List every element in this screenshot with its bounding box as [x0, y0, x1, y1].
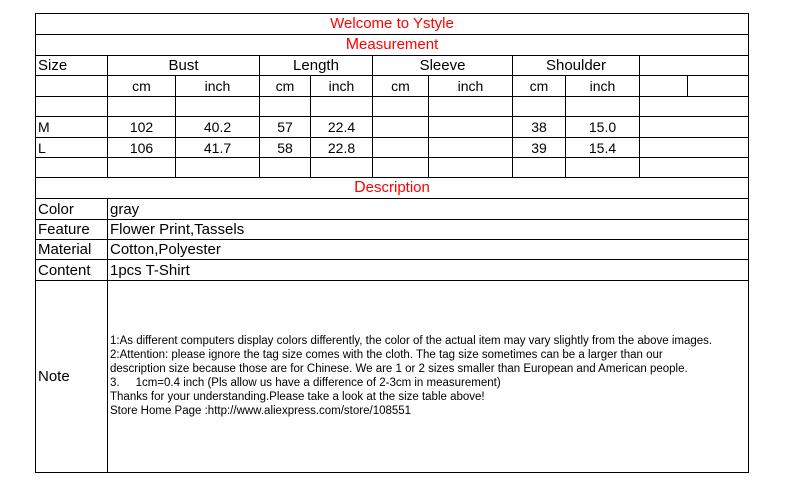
material-label: Material — [38, 241, 92, 258]
grid-line — [107, 198, 108, 473]
size-m-bust-inch: 40.2 — [203, 119, 232, 135]
bust-inch-unit: inch — [204, 78, 231, 94]
grid-line — [35, 239, 749, 240]
grid-line — [35, 157, 749, 158]
size-m-length-inch: 22.4 — [327, 119, 356, 135]
grid-line — [372, 55, 373, 178]
measurement-heading-rest: easurement — [359, 36, 439, 53]
shoulder-cm-unit: cm — [529, 78, 549, 94]
grid-line — [639, 55, 640, 178]
grid-line — [35, 472, 749, 473]
length-column-header: Length — [293, 57, 339, 74]
sleeve-column-header: Sleeve — [419, 57, 466, 74]
note-line: 2:Attention: please ignore the tag size comes with the cloth. The tag size sometimes can be a larger than our — [110, 349, 663, 361]
content-label: Content — [38, 262, 91, 279]
feature-value: Flower Print,Tassels — [110, 221, 245, 238]
sleeve-cm-unit: cm — [391, 78, 410, 94]
size-l-label: L — [38, 140, 46, 156]
grid-line — [259, 55, 260, 178]
size-m-bust-cm: 102 — [129, 119, 154, 135]
grid-line — [35, 116, 749, 117]
feature-label: Feature — [38, 221, 90, 238]
grid-line — [35, 96, 749, 97]
note-line: 3. 1cm=0.4 inch (Pls allow us have a difference of 2-3cm in measurement) — [110, 377, 501, 389]
size-column-header: Size — [38, 57, 68, 74]
note-line: Store Home Page :http://www.aliexpress.com/store/108551 — [110, 405, 412, 417]
note-label: Note — [38, 368, 70, 385]
note-text — [110, 334, 750, 418]
grid-line — [35, 75, 749, 76]
description-heading — [36, 180, 748, 196]
material-value: Cotton,Polyester — [110, 241, 221, 258]
bust-column-header: Bust — [168, 57, 199, 74]
grid-line — [35, 13, 749, 14]
measurement-heading — [36, 37, 748, 53]
grid-line — [35, 198, 749, 199]
grid-line — [35, 55, 749, 56]
bust-cm-unit: cm — [132, 78, 151, 94]
size-m-label: M — [38, 119, 50, 135]
grid-line — [35, 219, 749, 220]
size-m-length-cm: 57 — [277, 119, 293, 135]
note-line: Thanks for your understanding.Please take a look at the size table above! — [110, 391, 485, 403]
grid-line — [35, 34, 749, 35]
size-l-length-cm: 58 — [277, 140, 293, 156]
shoulder-inch-unit: inch — [589, 78, 616, 94]
size-m-shoulder-cm: 38 — [531, 119, 547, 135]
size-l-bust-cm: 106 — [129, 140, 154, 156]
grid-line — [35, 259, 749, 260]
length-cm-unit: cm — [275, 78, 295, 94]
size-m-shoulder-inch: 15.0 — [588, 119, 617, 135]
length-inch-unit: inch — [328, 78, 355, 94]
page-title: Welcome to Ystyle — [330, 15, 454, 32]
size-l-shoulder-cm: 39 — [531, 140, 547, 156]
color-label: Color — [38, 201, 74, 218]
grid-line — [35, 280, 749, 281]
shoulder-column-header: Shoulder — [545, 57, 607, 74]
size-l-shoulder-inch: 15.4 — [588, 140, 617, 156]
measurement-heading-initial: M — [345, 36, 360, 53]
size-l-length-inch: 22.8 — [327, 140, 356, 156]
grid-line — [512, 55, 513, 178]
description-heading-rest: escription — [365, 179, 430, 196]
color-value: gray — [110, 201, 140, 218]
size-l-bust-inch: 41.7 — [203, 140, 232, 156]
grid-line — [107, 55, 108, 178]
grid-line — [35, 177, 749, 178]
sleeve-inch-unit: inch — [457, 78, 484, 94]
grid-line — [35, 13, 36, 473]
content-value: 1pcs T-Shirt — [110, 262, 190, 279]
grid-line — [35, 137, 749, 138]
note-line: description size because those are for Chinese. We are 1 or 2 sizes smaller than European and American people. — [110, 363, 688, 375]
description-heading-initial: D — [354, 179, 366, 196]
note-line: 1:As different computers display colors differently, the color of the actual item may vary slightly from the above images. — [110, 335, 713, 347]
grid-line — [687, 75, 688, 96]
